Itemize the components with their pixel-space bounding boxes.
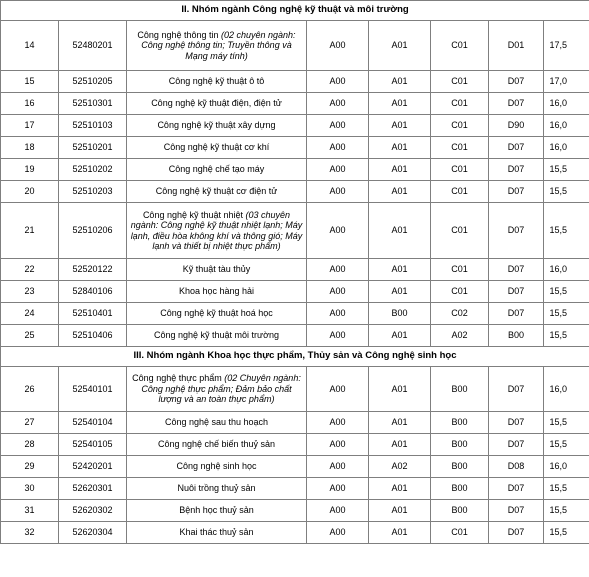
major-name-cell bbox=[127, 522, 307, 544]
row-number-cell: 23 bbox=[1, 281, 59, 303]
table-row bbox=[1, 203, 589, 259]
combination-2-cell: A01 bbox=[369, 500, 431, 522]
row-number-cell: 20 bbox=[1, 181, 59, 203]
combination-2-cell: A01 bbox=[369, 93, 431, 115]
score-cell: 15,5 bbox=[544, 500, 589, 522]
major-name: Công nghệ kỹ thuật cơ điện tử bbox=[155, 186, 278, 197]
row-number-cell: 31 bbox=[1, 500, 59, 522]
major-code-cell: 52510401 bbox=[59, 303, 127, 325]
major-name-cell bbox=[127, 21, 307, 71]
row-number-cell: 16 bbox=[1, 93, 59, 115]
major-name-cell bbox=[127, 500, 307, 522]
major-name: Nuôi trồng thuỷ sản bbox=[177, 483, 256, 494]
combination-2-cell: A01 bbox=[369, 367, 431, 412]
table-body bbox=[1, 1, 589, 544]
combination-1-cell: A00 bbox=[307, 259, 369, 281]
combination-2-cell: A01 bbox=[369, 203, 431, 259]
major-code-cell: 52840106 bbox=[59, 281, 127, 303]
row-number-cell: 27 bbox=[1, 412, 59, 434]
score-cell: 16,0 bbox=[544, 456, 589, 478]
major-name-cell bbox=[127, 412, 307, 434]
major-code-cell: 52420201 bbox=[59, 456, 127, 478]
table-row bbox=[1, 281, 589, 303]
combination-3-cell: B00 bbox=[431, 456, 489, 478]
table-row bbox=[1, 303, 589, 325]
major-name: Công nghệ kỹ thuật môi trường bbox=[154, 330, 279, 341]
major-code-cell: 52510202 bbox=[59, 159, 127, 181]
row-number-cell: 14 bbox=[1, 21, 59, 71]
row-number-cell: 22 bbox=[1, 259, 59, 281]
combination-3-cell: C01 bbox=[431, 281, 489, 303]
combination-1-cell: A00 bbox=[307, 181, 369, 203]
combination-1-cell: A00 bbox=[307, 281, 369, 303]
major-name: Khoa học hàng hải bbox=[178, 286, 255, 297]
major-code-cell: 52510205 bbox=[59, 71, 127, 93]
major-code-cell: 52620304 bbox=[59, 522, 127, 544]
combination-3-cell: B00 bbox=[431, 412, 489, 434]
table-row bbox=[1, 93, 589, 115]
table-row bbox=[1, 478, 589, 500]
section-title: III. Nhóm ngành Khoa học thực phẩm, Thủy sản và Công nghệ sinh học bbox=[1, 347, 589, 367]
combination-3-cell: C01 bbox=[431, 93, 489, 115]
score-cell: 15,5 bbox=[544, 478, 589, 500]
major-code-cell: 52510206 bbox=[59, 203, 127, 259]
combination-1-cell: A00 bbox=[307, 412, 369, 434]
major-name: Khai thác thuỷ sản bbox=[179, 527, 254, 538]
combination-3-cell: C01 bbox=[431, 203, 489, 259]
table-row bbox=[1, 115, 589, 137]
combination-3-cell: C01 bbox=[431, 21, 489, 71]
row-number-cell: 15 bbox=[1, 71, 59, 93]
table-row bbox=[1, 71, 589, 93]
combination-2-cell: B00 bbox=[369, 303, 431, 325]
combination-3-cell: C01 bbox=[431, 115, 489, 137]
score-cell: 16,0 bbox=[544, 115, 589, 137]
combination-2-cell: A01 bbox=[369, 522, 431, 544]
score-cell: 17,5 bbox=[544, 21, 589, 71]
major-name-cell bbox=[127, 203, 307, 259]
score-cell: 16,0 bbox=[544, 137, 589, 159]
combination-1-cell: A00 bbox=[307, 203, 369, 259]
score-cell: 15,5 bbox=[544, 159, 589, 181]
table-row bbox=[1, 181, 589, 203]
combination-1-cell: A00 bbox=[307, 137, 369, 159]
combination-4-cell: D07 bbox=[489, 137, 544, 159]
major-specialization-note: (02 chuyên ngành: Công nghệ thông tin; Truyền thông và Mạng máy tính) bbox=[141, 29, 296, 61]
major-code-cell: 52540105 bbox=[59, 434, 127, 456]
major-name: Công nghệ kỹ thuật xây dựng bbox=[157, 120, 276, 131]
combination-3-cell: C01 bbox=[431, 137, 489, 159]
major-name: Công nghệ kỹ thuật hoá học bbox=[160, 308, 273, 319]
combination-3-cell: C01 bbox=[431, 181, 489, 203]
row-number-cell: 21 bbox=[1, 203, 59, 259]
combination-4-cell: D07 bbox=[489, 478, 544, 500]
score-cell: 15,5 bbox=[544, 434, 589, 456]
score-cell: 15,5 bbox=[544, 522, 589, 544]
combination-2-cell: A01 bbox=[369, 137, 431, 159]
major-code-cell: 52620301 bbox=[59, 478, 127, 500]
section-header-row bbox=[1, 1, 589, 21]
score-cell: 16,0 bbox=[544, 93, 589, 115]
table-row bbox=[1, 21, 589, 71]
major-specialization-note: (02 Chuyên ngành: Công nghệ thực phẩm; Đảm bảo chất lượng và an toàn thực phẩm) bbox=[141, 373, 301, 405]
major-code-cell: 52520122 bbox=[59, 259, 127, 281]
combination-2-cell: A01 bbox=[369, 159, 431, 181]
combination-4-cell: D07 bbox=[489, 159, 544, 181]
major-code-cell: 52510203 bbox=[59, 181, 127, 203]
combination-4-cell: D07 bbox=[489, 281, 544, 303]
major-name: Kỹ thuật tàu thủy bbox=[182, 264, 251, 275]
combination-2-cell: A01 bbox=[369, 71, 431, 93]
major-name: Bệnh học thuỷ sản bbox=[179, 505, 254, 516]
row-number-cell: 25 bbox=[1, 325, 59, 347]
combination-3-cell: A02 bbox=[431, 325, 489, 347]
table-row bbox=[1, 259, 589, 281]
major-name: Công nghệ thực phẩm bbox=[132, 373, 225, 384]
major-code-cell: 52480201 bbox=[59, 21, 127, 71]
major-name: Công nghệ chế tạo máy bbox=[168, 164, 265, 175]
combination-3-cell: C01 bbox=[431, 522, 489, 544]
combination-3-cell: B00 bbox=[431, 367, 489, 412]
combination-2-cell: A02 bbox=[369, 456, 431, 478]
major-name-cell bbox=[127, 159, 307, 181]
major-specialization-note: (03 chuyên ngành: Công nghệ kỹ thuật nhiệt lạnh; Máy lạnh, điều hòa không khí và thông gió; Máy lạnh và thiết bị nhiệt thực phẩm) bbox=[130, 209, 303, 251]
major-code-cell: 52510201 bbox=[59, 137, 127, 159]
combination-3-cell: C01 bbox=[431, 71, 489, 93]
score-cell: 15,5 bbox=[544, 203, 589, 259]
major-name-cell bbox=[127, 115, 307, 137]
row-number-cell: 17 bbox=[1, 115, 59, 137]
major-name: Công nghệ sinh học bbox=[176, 461, 257, 472]
combination-2-cell: A01 bbox=[369, 21, 431, 71]
combination-4-cell: D07 bbox=[489, 522, 544, 544]
major-code-cell: 52510301 bbox=[59, 93, 127, 115]
combination-4-cell: D07 bbox=[489, 500, 544, 522]
combination-4-cell: D07 bbox=[489, 367, 544, 412]
major-code-cell: 52620302 bbox=[59, 500, 127, 522]
table-row bbox=[1, 456, 589, 478]
score-cell: 16,0 bbox=[544, 367, 589, 412]
combination-3-cell: C01 bbox=[431, 159, 489, 181]
row-number-cell: 30 bbox=[1, 478, 59, 500]
combination-2-cell: A01 bbox=[369, 434, 431, 456]
major-name-cell bbox=[127, 281, 307, 303]
major-name-cell bbox=[127, 137, 307, 159]
table-row bbox=[1, 325, 589, 347]
major-code-cell: 52540101 bbox=[59, 367, 127, 412]
combination-4-cell: D07 bbox=[489, 71, 544, 93]
combination-2-cell: A01 bbox=[369, 325, 431, 347]
major-name-cell bbox=[127, 478, 307, 500]
table-row bbox=[1, 137, 589, 159]
table-row bbox=[1, 522, 589, 544]
major-name: Công nghệ kỹ thuật điện, điện tử bbox=[151, 98, 282, 109]
row-number-cell: 19 bbox=[1, 159, 59, 181]
combination-1-cell: A00 bbox=[307, 159, 369, 181]
score-cell: 15,5 bbox=[544, 325, 589, 347]
row-number-cell: 24 bbox=[1, 303, 59, 325]
combination-4-cell: D07 bbox=[489, 181, 544, 203]
row-number-cell: 18 bbox=[1, 137, 59, 159]
combination-4-cell: B00 bbox=[489, 325, 544, 347]
combination-4-cell: D07 bbox=[489, 93, 544, 115]
table-row bbox=[1, 500, 589, 522]
score-cell: 15,5 bbox=[544, 303, 589, 325]
major-name: Công nghệ kỹ thuật ô tô bbox=[168, 76, 265, 87]
combination-4-cell: D07 bbox=[489, 259, 544, 281]
major-name-cell bbox=[127, 456, 307, 478]
combination-1-cell: A00 bbox=[307, 500, 369, 522]
combination-1-cell: A00 bbox=[307, 303, 369, 325]
score-cell: 15,5 bbox=[544, 281, 589, 303]
major-name: Công nghệ thông tin bbox=[137, 29, 221, 40]
score-cell: 17,0 bbox=[544, 71, 589, 93]
major-code-cell: 52540104 bbox=[59, 412, 127, 434]
combination-1-cell: A00 bbox=[307, 434, 369, 456]
combination-1-cell: A00 bbox=[307, 93, 369, 115]
major-code-cell: 52510406 bbox=[59, 325, 127, 347]
row-number-cell: 28 bbox=[1, 434, 59, 456]
table-row bbox=[1, 367, 589, 412]
combination-1-cell: A00 bbox=[307, 21, 369, 71]
combination-1-cell: A00 bbox=[307, 325, 369, 347]
major-name-cell bbox=[127, 93, 307, 115]
major-name: Công nghệ kỹ thuật cơ khí bbox=[163, 142, 270, 153]
major-name: Công nghệ chế biến thuỷ sản bbox=[157, 439, 276, 450]
table-row bbox=[1, 159, 589, 181]
combination-1-cell: A00 bbox=[307, 478, 369, 500]
combination-3-cell: B00 bbox=[431, 478, 489, 500]
combination-4-cell: D90 bbox=[489, 115, 544, 137]
combination-1-cell: A00 bbox=[307, 456, 369, 478]
combination-4-cell: D07 bbox=[489, 203, 544, 259]
section-title: II. Nhóm ngành Công nghệ kỹ thuật và môi trường bbox=[1, 1, 589, 21]
combination-1-cell: A00 bbox=[307, 115, 369, 137]
combination-2-cell: A01 bbox=[369, 281, 431, 303]
score-cell: 15,5 bbox=[544, 412, 589, 434]
major-name: Công nghệ sau thu hoạch bbox=[164, 417, 269, 428]
combination-2-cell: A01 bbox=[369, 259, 431, 281]
major-name-cell bbox=[127, 367, 307, 412]
score-cell: 15,5 bbox=[544, 181, 589, 203]
section-header-row bbox=[1, 347, 589, 367]
combination-1-cell: A00 bbox=[307, 522, 369, 544]
major-name-cell bbox=[127, 325, 307, 347]
combination-3-cell: B00 bbox=[431, 434, 489, 456]
combination-2-cell: A01 bbox=[369, 181, 431, 203]
combination-2-cell: A01 bbox=[369, 412, 431, 434]
combination-4-cell: D07 bbox=[489, 303, 544, 325]
major-name-cell bbox=[127, 181, 307, 203]
combination-3-cell: C01 bbox=[431, 259, 489, 281]
combination-3-cell: B00 bbox=[431, 500, 489, 522]
combination-4-cell: D08 bbox=[489, 456, 544, 478]
table-row bbox=[1, 434, 589, 456]
combination-3-cell: C02 bbox=[431, 303, 489, 325]
combination-1-cell: A00 bbox=[307, 367, 369, 412]
combination-2-cell: A01 bbox=[369, 478, 431, 500]
combination-2-cell: A01 bbox=[369, 115, 431, 137]
table-row bbox=[1, 412, 589, 434]
major-name: Công nghệ kỹ thuật nhiệt bbox=[142, 209, 246, 220]
score-cell: 16,0 bbox=[544, 259, 589, 281]
major-name-cell bbox=[127, 71, 307, 93]
combination-4-cell: D07 bbox=[489, 434, 544, 456]
major-name-cell bbox=[127, 259, 307, 281]
major-name-cell bbox=[127, 434, 307, 456]
combination-4-cell: D01 bbox=[489, 21, 544, 71]
combination-4-cell: D07 bbox=[489, 412, 544, 434]
row-number-cell: 32 bbox=[1, 522, 59, 544]
row-number-cell: 26 bbox=[1, 367, 59, 412]
major-name-cell bbox=[127, 303, 307, 325]
combination-1-cell: A00 bbox=[307, 71, 369, 93]
row-number-cell: 29 bbox=[1, 456, 59, 478]
major-code-cell: 52510103 bbox=[59, 115, 127, 137]
